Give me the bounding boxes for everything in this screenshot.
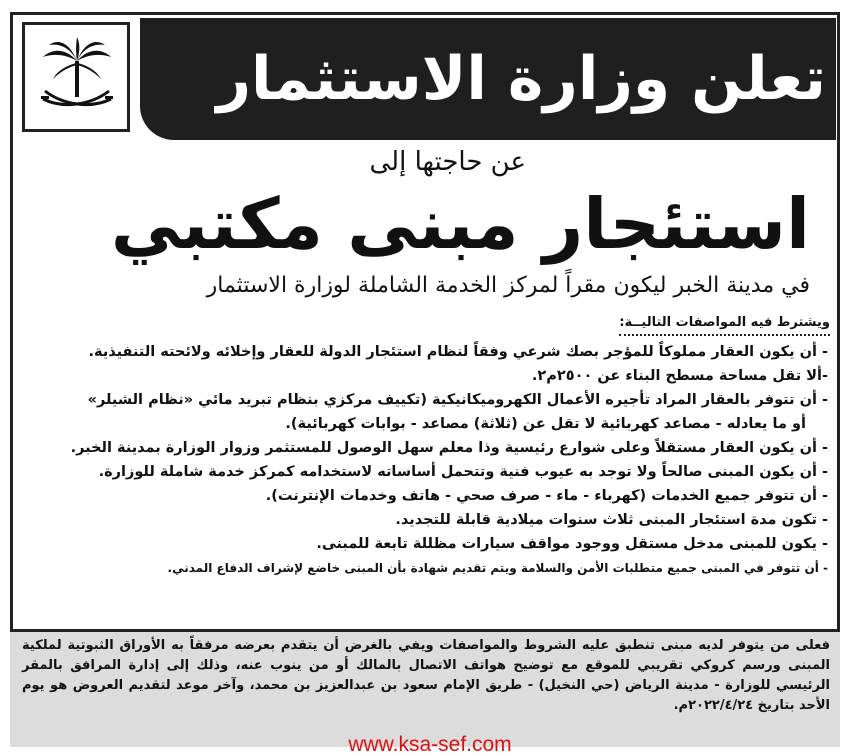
list-item: - أن يكون العقار مستقلاً وعلى شوارع رئيسية وذا معلم سهل الوصول للمستثمر وزوار الوزارة بمدينة الخبر. — [70, 440, 828, 456]
emblem-box — [22, 22, 130, 132]
list-item: - أن تتوفر بالعقار المراد تأجيره الأعمال الكهروميكانيكية (تكييف مركزي بنظام تبريد مائي «نظام الشيلر» — [87, 392, 828, 408]
list-item: - أن تتوفر في المبنى جميع متطلبات الأمن والسلامة ويتم تقديم شهادة بأن المبنى خاضع لإشراف الدفاع المدني. — [167, 561, 828, 575]
list-item: - يكون للمبنى مدخل مستقل ووجود مواقف سيارات مظللة تابعة للمبنى. — [316, 536, 828, 552]
footer-text: فعلى من يتوفر لديه مبنى تنطبق عليه الشروط والمواصفات ويفي بالغرض أن يتقدم بعرضه مرفقاً به الأوراق الثبوتية لملكية المبنى ورسم كروكي تقريبي للموقع مع توضيح هواتف الاتصال بالمالك أو من ينوب عنه، وذلك إلى إدارة المرافق بالمقر الرئيسي للوزارة - مدينة الرياض (حي النخيل) - طريق الإمام سعود بن عبدالعزيز بن محمد، وآخر موعد لتقديم العروض هو يوم الأحد بتاريخ ٢٠٢٢/٤/٢٤م. — [22, 638, 830, 713]
list-item: -ألا تقل مساحة مسطح البناء عن ٢٥٠٠م٢. — [531, 368, 828, 384]
list-item: - أن يكون المبنى صالحاً ولا توجد به عيوب فنية وتتحمل أساساته لاستخدامه كمركز خدمة شاملة للوزارة. — [98, 464, 828, 480]
specs-heading: ويشترط فيه المواصفات التاليــة: — [619, 312, 830, 336]
conditions-list — [28, 340, 828, 618]
list-item: - أن يكون العقار مملوكاً للمؤجر بصك شرعي وفقاً لنظام استئجار الدولة للعقار وإخلائه ولائحته التنفيذية. — [88, 344, 828, 360]
list-item: - تكون مدة استئجار المبنى ثلاث سنوات ميلادية قابلة للتجديد. — [395, 512, 828, 528]
headline: استئجار مبنى مكتبي — [110, 183, 810, 265]
intro-line: عن حاجتها إلى — [369, 147, 526, 177]
palm-and-swords-emblem-icon — [35, 35, 119, 119]
list-item: أو ما يعادله - مصاعد كهربائية لا تقل عن (ثلاثة) مصاعد - بوابات كهربائية). — [285, 416, 806, 432]
location-line: في مدينة الخبر ليكون مقراً لمركز الخدمة الشاملة لوزارة الاستثمار — [206, 273, 810, 298]
ministry-title: تعلن وزارة الاستثمار — [216, 44, 826, 114]
watermark: www.ksa-sef.com — [348, 733, 512, 756]
list-item: - أن تتوفر جميع الخدمات (كهرباء - ماء - صرف صحي - هاتف وخدمات الإنترنت). — [265, 488, 828, 504]
